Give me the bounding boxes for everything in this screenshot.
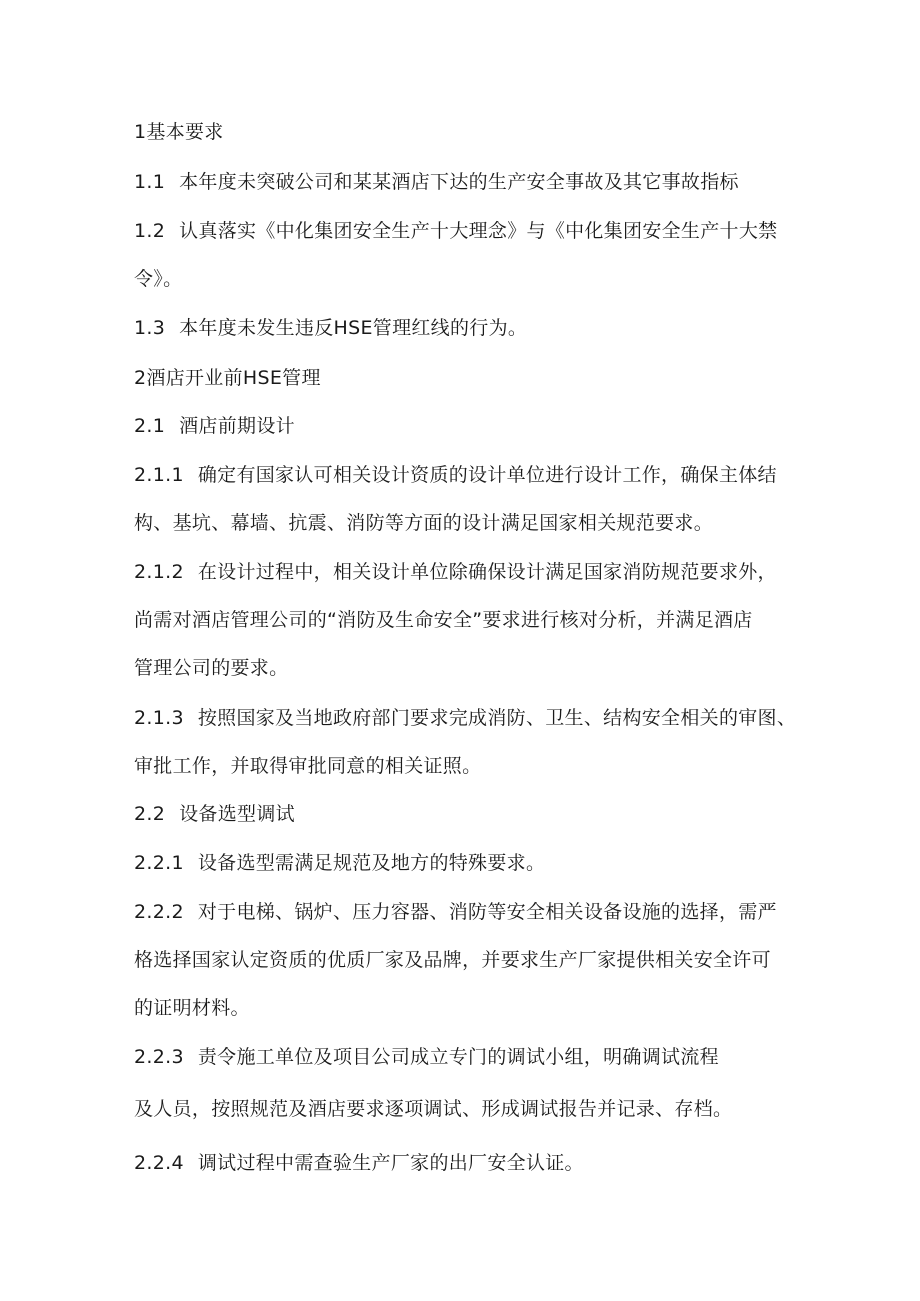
item-2-1-3 [134,706,796,730]
item-2-2 [134,802,295,826]
section-number: 1 [134,121,147,143]
paragraph-text: 构、基坑、幕墙、抗震、消防等方面的设计满足国家相关规范要求。 [134,512,714,534]
paragraph-text: 调试过程中需查验生产厂家的出厂安全认证。 [197,1152,584,1174]
item-2-2-2-continued [134,948,771,972]
paragraph-text: 格选择国家认定资质的优质厂家及品牌，并要求生产厂家提供相关安全许可 [134,949,771,971]
heading-text: 基本要求 [146,121,224,143]
section-number: 1.3 [134,317,166,339]
item-2-1-2-continued [134,608,753,632]
section-number: 1.1 [134,171,166,193]
paragraph-text: 在设计过程中，相关设计单位除确保设计满足国家消防规范要求外， [197,561,777,583]
paragraph-text: 本年度未发生违反HSE管理红线的行为。 [179,317,528,339]
section-number: 2.1.1 [134,464,184,486]
item-2-2-4 [134,1151,584,1175]
paragraph-text: 本年度未突破公司和某某酒店下达的生产安全事故及其它事故指标 [179,171,739,193]
section-number: 2.2 [134,803,166,825]
section-number: 2.2.3 [134,1046,184,1068]
paragraph-text: 按照国家及当地政府部门要求完成消防、卫生、结构安全相关的审图、 [197,707,797,729]
item-2-2-2-continued-2 [134,996,250,1020]
paragraph-text: 及人员，按照规范及酒店要求逐项调试、形成调试报告并记录、存档。 [134,1098,733,1120]
item-2-2-2 [134,900,777,924]
item-2-2-3 [134,1045,719,1069]
paragraph-text: 的证明材料。 [134,997,250,1019]
section-number: 2.1.2 [134,561,184,583]
paragraph-text: 设备选型需满足规范及地方的特殊要求。 [197,852,546,874]
item-2-1-3-continued [134,754,481,778]
item-2-2-3-continued [134,1097,732,1121]
section-number: 2 [134,367,147,389]
paragraph-text: 责令施工单位及项目公司成立专门的调试小组，明确调试流程 [197,1046,719,1068]
section-number: 2.2.4 [134,1152,184,1174]
section-number: 2.1.3 [134,707,184,729]
paragraph-text: 认真落实《中化集团安全生产十大理念》与《中化集团安全生产十大禁 [179,220,778,242]
paragraph-text: 尚需对酒店管理公司的“消防及生命安全”要求进行核对分析，并满足酒店 [134,609,753,631]
section-number: 2.2.2 [134,901,184,923]
item-1-2-continued [134,267,182,291]
paragraph-text: 令》。 [134,268,183,290]
heading-1 [134,120,224,144]
paragraph-text: 审批工作，并取得审批同意的相关证照。 [134,755,482,777]
paragraph-text: 确定有国家认可相关设计资质的设计单位进行设计工作，确保主体结 [197,464,777,486]
item-1-1 [134,170,739,194]
item-2-2-1 [134,851,545,875]
section-number: 2.2.1 [134,852,184,874]
item-2-1 [134,414,295,438]
item-2-1-2 [134,560,777,584]
heading-2 [134,366,321,390]
item-1-3 [134,316,527,340]
item-2-1-1-continued [134,511,713,535]
paragraph-text: 酒店前期设计 [179,415,295,437]
item-1-2 [134,219,777,243]
item-2-1-1 [134,463,777,487]
section-number: 2.1 [134,415,166,437]
paragraph-text: 管理公司的要求。 [134,657,289,679]
item-2-1-2-continued-2 [134,656,288,680]
paragraph-text: 设备选型调试 [179,803,295,825]
section-number: 1.2 [134,220,166,242]
paragraph-text: 对于电梯、锅炉、压力容器、消防等安全相关设备设施的选择，需严 [197,901,777,923]
heading-text: 酒店开业前HSE管理 [146,367,321,389]
